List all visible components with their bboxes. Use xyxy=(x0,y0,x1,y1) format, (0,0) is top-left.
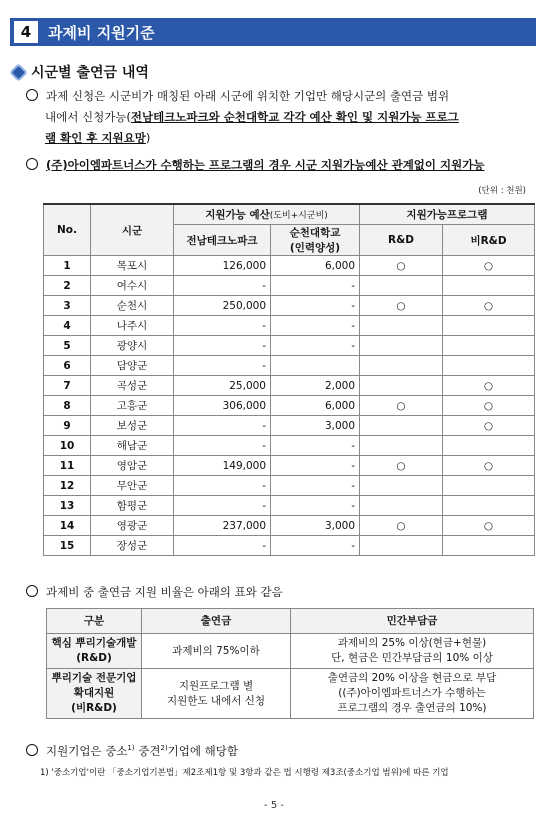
cell-tp: 25,000 xyxy=(174,376,271,396)
cell-rd: ○ xyxy=(360,516,443,536)
cell-non-rd: ○ xyxy=(443,256,535,276)
cell-rd xyxy=(360,336,443,356)
para1-line3-bold: 램 확인 후 지원요망 xyxy=(45,131,146,145)
cell-tp: - xyxy=(174,336,271,356)
section-header xyxy=(10,18,536,46)
cell-non-rd: ○ xyxy=(443,296,535,316)
header-program-group: 지원가능프로그램 xyxy=(360,204,535,225)
table-row xyxy=(44,256,535,276)
cell-non-rd: ○ xyxy=(443,456,535,476)
cell-univ: - xyxy=(271,316,360,336)
cell-rd xyxy=(360,376,443,396)
row2-private: 출연금의 20% 이상을 현금으로 부담 ((주)아이엠파트너스가 수행하는 프로그램의 경우 출연금의 10%) xyxy=(291,669,534,719)
table-row xyxy=(44,536,535,556)
cell-no: 15 xyxy=(44,536,91,556)
cell-no: 7 xyxy=(44,376,91,396)
section-title: 과제비 지원기준 xyxy=(48,23,155,42)
cell-region: 여수시 xyxy=(91,276,174,296)
cell-rd: ○ xyxy=(360,396,443,416)
cell-no: 6 xyxy=(44,356,91,376)
cell-non-rd xyxy=(443,536,535,556)
header-rd: R&D xyxy=(360,225,443,256)
table-row xyxy=(44,516,535,536)
table-row xyxy=(44,376,535,396)
application-paragraph xyxy=(26,86,459,149)
para1-line2-bold: 전남테크노파크와 순천대학교 각각 예산 확인 및 지원가능 프로그 xyxy=(130,110,459,124)
cell-region: 해남군 xyxy=(91,436,174,456)
cell-univ: - xyxy=(271,276,360,296)
cell-non-rd xyxy=(443,436,535,456)
cell-univ: 3,000 xyxy=(271,516,360,536)
cell-no: 11 xyxy=(44,456,91,476)
cell-tp: - xyxy=(174,416,271,436)
cell-univ: 6,000 xyxy=(271,396,360,416)
cell-rd xyxy=(360,276,443,296)
circle-bullet-icon xyxy=(26,158,38,170)
circle-bullet-icon xyxy=(26,89,38,101)
para4-b: 중견 xyxy=(134,743,161,758)
cell-no: 1 xyxy=(44,256,91,276)
cell-rd xyxy=(360,416,443,436)
cell-tp: 126,000 xyxy=(174,256,271,276)
cell-non-rd xyxy=(443,336,535,356)
header-non-rd: 비R&D xyxy=(443,225,535,256)
table-row xyxy=(44,296,535,316)
row1-grant: 과제비의 75%이하 xyxy=(142,634,291,669)
cell-tp: - xyxy=(174,356,271,376)
budget-table xyxy=(43,203,535,556)
cell-univ: 2,000 xyxy=(271,376,360,396)
cell-tp: 306,000 xyxy=(174,396,271,416)
table-row xyxy=(44,336,535,356)
subheading-text: 시군별 출연금 내역 xyxy=(31,65,149,81)
cell-no: 3 xyxy=(44,296,91,316)
cell-non-rd xyxy=(443,356,535,376)
table-row xyxy=(44,456,535,476)
cell-region: 함평군 xyxy=(91,496,174,516)
cell-rd: ○ xyxy=(360,456,443,476)
table-row xyxy=(44,316,535,336)
subheading xyxy=(14,62,149,82)
row1-category: 핵심 뿌리기술개발 (R&D) xyxy=(47,634,142,669)
cell-non-rd: ○ xyxy=(443,516,535,536)
cell-rd: ○ xyxy=(360,296,443,316)
para4-c: 기업에 해당함 xyxy=(167,743,238,758)
header-region: 시군 xyxy=(91,204,174,256)
header-no: No. xyxy=(44,204,91,256)
para1-line3-end: ) xyxy=(145,131,151,145)
cell-univ: - xyxy=(271,336,360,356)
cell-no: 13 xyxy=(44,496,91,516)
cell-rd xyxy=(360,316,443,336)
cell-univ: 6,000 xyxy=(271,256,360,276)
cell-non-rd: ○ xyxy=(443,416,535,436)
header-private: 민간부담금 xyxy=(291,609,534,634)
cell-tp: - xyxy=(174,536,271,556)
footnote: 1) '중소기업'이란 「중소기업기본법」제2조제1항 및 3항과 같은 법 시행령 제3조(중소기업 범위)에 따른 기업 xyxy=(40,768,449,778)
cell-non-rd: ○ xyxy=(443,376,535,396)
cell-no: 5 xyxy=(44,336,91,356)
partner-paragraph xyxy=(26,155,484,176)
table-row xyxy=(44,496,535,516)
cell-rd xyxy=(360,536,443,556)
row2-category: 뿌리기술 전문기업 확대지원 (비R&D) xyxy=(47,669,142,719)
cell-non-rd xyxy=(443,496,535,516)
cell-region: 보성군 xyxy=(91,416,174,436)
cell-univ: - xyxy=(271,296,360,316)
cell-region: 광양시 xyxy=(91,336,174,356)
header-grant: 출연금 xyxy=(142,609,291,634)
para3-text: 과제비 중 출연금 지원 비율은 아래의 표와 같음 xyxy=(46,585,283,599)
para1-line2-plain: 내에서 신청가능( xyxy=(45,110,131,124)
company-paragraph xyxy=(26,738,238,762)
cell-region: 담양군 xyxy=(91,356,174,376)
row1-private: 과제비의 25% 이상(현금+현물) 단, 현금은 민간부담금의 10% 이상 xyxy=(291,634,534,669)
para4-a: 지원기업은 중소 xyxy=(46,743,128,758)
cell-region: 영암군 xyxy=(91,456,174,476)
cell-tp: 250,000 xyxy=(174,296,271,316)
cell-region: 순천시 xyxy=(91,296,174,316)
para2-text: (주)아이엠파트너스가 수행하는 프로그램의 경우 시군 지원가능예산 관계없이 지원가능 xyxy=(46,158,485,172)
table-row xyxy=(44,476,535,496)
cell-univ: - xyxy=(271,456,360,476)
table-row xyxy=(44,436,535,456)
cell-univ: 3,000 xyxy=(271,416,360,436)
para1-line1: 과제 신청은 시군비가 매칭된 아래 시군에 위치한 기업만 해당시군의 출연금 범위 xyxy=(46,89,450,103)
cell-tp: - xyxy=(174,276,271,296)
footnote-ref-2: 2) xyxy=(160,744,168,752)
cell-rd xyxy=(360,436,443,456)
header-budget-group: 지원가능 예산(도비+시군비) xyxy=(174,204,360,225)
cell-region: 영광군 xyxy=(91,516,174,536)
cell-univ: - xyxy=(271,476,360,496)
cell-tp: - xyxy=(174,436,271,456)
circle-bullet-icon xyxy=(26,744,38,756)
cell-rd: ○ xyxy=(360,256,443,276)
cell-tp: - xyxy=(174,476,271,496)
cell-no: 8 xyxy=(44,396,91,416)
section-number: 4 xyxy=(14,21,38,43)
header-univ: 순천대학교 (인력양성) xyxy=(271,225,360,256)
cell-tp: 237,000 xyxy=(174,516,271,536)
ratio-table xyxy=(46,608,534,719)
cell-region: 나주시 xyxy=(91,316,174,336)
diamond-bullet-icon xyxy=(12,66,25,79)
table-row xyxy=(44,276,535,296)
footnote-ref-1: 1) xyxy=(127,744,135,752)
cell-no: 2 xyxy=(44,276,91,296)
cell-non-rd xyxy=(443,276,535,296)
cell-non-rd xyxy=(443,316,535,336)
cell-tp: - xyxy=(174,496,271,516)
cell-region: 무안군 xyxy=(91,476,174,496)
cell-region: 목포시 xyxy=(91,256,174,276)
ratio-paragraph xyxy=(26,582,283,603)
table-row xyxy=(44,416,535,436)
cell-univ: - xyxy=(271,436,360,456)
cell-no: 14 xyxy=(44,516,91,536)
circle-bullet-icon xyxy=(26,585,38,597)
cell-region: 장성군 xyxy=(91,536,174,556)
cell-no: 10 xyxy=(44,436,91,456)
cell-no: 12 xyxy=(44,476,91,496)
unit-note: (단위 : 천원) xyxy=(478,186,526,196)
page-number: - 5 - xyxy=(264,800,284,811)
cell-region: 곡성군 xyxy=(91,376,174,396)
cell-univ xyxy=(271,356,360,376)
cell-no: 4 xyxy=(44,316,91,336)
cell-tp: - xyxy=(174,316,271,336)
table-row xyxy=(44,396,535,416)
table-row xyxy=(44,356,535,376)
row2-grant: 지원프로그램 별 지원한도 내에서 신청 xyxy=(142,669,291,719)
cell-univ: - xyxy=(271,536,360,556)
cell-rd xyxy=(360,496,443,516)
cell-tp: 149,000 xyxy=(174,456,271,476)
cell-rd xyxy=(360,476,443,496)
cell-non-rd xyxy=(443,476,535,496)
cell-region: 고흥군 xyxy=(91,396,174,416)
header-category: 구분 xyxy=(47,609,142,634)
cell-no: 9 xyxy=(44,416,91,436)
cell-univ: - xyxy=(271,496,360,516)
cell-non-rd: ○ xyxy=(443,396,535,416)
header-tp: 전남테크노파크 xyxy=(174,225,271,256)
cell-rd xyxy=(360,356,443,376)
